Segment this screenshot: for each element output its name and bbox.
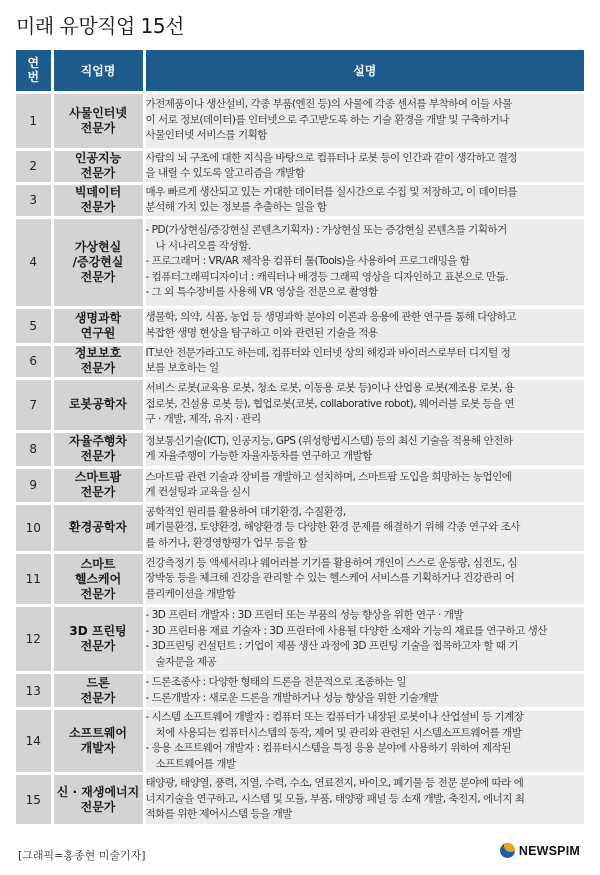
description-line: 분석해 가치 있는 정보를 추출하는 일을 함: [145, 201, 327, 213]
job-name-line: 사물인터넷: [69, 105, 127, 120]
job-name-line: 3D 프린팅: [69, 624, 127, 638]
description-line: 가전제품이나 생산설비, 각종 부품(엔진 등)의 사물에 각종 센서를 부착하여 이들 사물: [145, 98, 512, 111]
table-row: [16, 774, 584, 826]
table-row: [16, 92, 584, 149]
header-job-name: 직업명: [52, 50, 144, 92]
description-line: 태양광, 태양열, 풍력, 지열, 수력, 수소, 연료전지, 바이오, 폐기물 등 전문 분야에 따라 에: [145, 777, 524, 790]
table-header-row: [16, 50, 584, 92]
description-line: 서비스 로봇(교육용 로봇, 청소 로봇, 이동용 로봇 등)이나 산업용 로봇(제조용 로봇, 용: [145, 382, 515, 395]
table-body: [16, 92, 584, 826]
brand: [500, 843, 580, 858]
job-name-line: 스마트팜: [74, 470, 122, 484]
job-name: [52, 92, 144, 149]
description-line: 소프트웨어를 개발: [155, 757, 236, 770]
job-name-line: 환경공학자: [69, 520, 127, 535]
graphic-credit: [그래픽=홍종현 미술기자]: [18, 849, 146, 862]
job-description: [144, 709, 584, 774]
job-name-line: 가상현실: [74, 239, 122, 254]
job-name-line: 전문가: [80, 485, 116, 499]
brand-name: NEWSPIM: [518, 843, 580, 858]
row-number: 5: [16, 307, 52, 344]
job-name-line: 전문가: [80, 361, 116, 375]
job-name-line: 신 · 재생에너지: [56, 784, 140, 799]
description-line: 게 자율주행이 가능한 자율자동차를 연구하고 개발함: [145, 450, 372, 462]
job-name-line: 생명과학: [74, 310, 122, 325]
jobs-table: [16, 50, 584, 827]
table-row: [16, 503, 584, 553]
job-description: [144, 92, 584, 149]
job-description: [144, 378, 584, 431]
description-line: 구 · 개발, 제작, 유지 · 관리: [145, 413, 261, 426]
description-line: 게 컨설팅과 교육을 실시: [145, 486, 251, 498]
row-number: 13: [16, 673, 52, 709]
description-line: - 프로그래머 : VR/AR 제작용 컴퓨터 툴(Tools)을 사용하여 프로그래밍을 함: [145, 255, 470, 268]
description-line: 를 하거나, 환경영향평가 업무 등을 함: [145, 536, 308, 549]
table-row: [16, 217, 584, 307]
job-name-line: 전문가: [80, 799, 116, 814]
description-line: 치에 사용되는 컴퓨터시스템의 동작, 제어 및 관리와 관련된 시스템소프트웨어를 개발: [155, 726, 522, 739]
description-line: 매우 빠르게 생산되고 있는 거대한 데이터를 실시간으로 수집 및 저장하고, 이 데이터를: [145, 185, 518, 198]
job-name: [52, 503, 144, 553]
job-description: [144, 553, 584, 606]
job-name-line: 헬스케어: [74, 571, 122, 586]
table-row: [16, 344, 584, 378]
job-name-line: 드론: [86, 675, 110, 690]
job-name: [52, 553, 144, 606]
row-number: 4: [16, 217, 52, 307]
description-line: - 드론조종사 : 다양한 형태의 드론을 전문적으로 조종하는 일: [145, 676, 406, 688]
description-line: 폐기물환경, 토양환경, 해양환경 등 다양한 환경 문제를 해결하기 위해 각종 연구와 조사: [145, 521, 520, 533]
job-description: [144, 503, 584, 553]
job-name-line: 전문가: [80, 639, 116, 653]
job-description: [144, 149, 584, 183]
job-name-line: 연구원: [80, 325, 116, 340]
job-name: [52, 217, 144, 307]
row-number: 15: [16, 774, 52, 826]
row-number: 2: [16, 149, 52, 183]
job-name: [52, 307, 144, 344]
job-name-line: /증강현실: [72, 254, 124, 269]
page-title: 미래 유망직업 15선: [16, 14, 184, 38]
row-number: 6: [16, 344, 52, 378]
job-name: [52, 709, 144, 774]
row-number: 14: [16, 709, 52, 774]
job-name: [52, 149, 144, 183]
description-line: 사물인터넷 서비스를 기획함: [145, 129, 267, 142]
row-number: 3: [16, 183, 52, 217]
description-line: 플리케이션을 개발함: [145, 587, 236, 600]
description-line: - 드론개발자 : 새로운 드론을 개발하거나 성능 향상을 위한 기술개발: [145, 691, 438, 704]
job-name-line: 전문가: [80, 120, 116, 135]
job-description: [144, 217, 584, 307]
description-line: - 시스템 소프트웨어 개발자 : 컴퓨터 또는 컴퓨터가 내장된 로봇이나 산업설비 등 기계장: [145, 711, 524, 723]
job-name: [52, 774, 144, 826]
job-name-line: 전문가: [80, 449, 116, 463]
description-line: 접로봇, 건설용 로봇 등), 협업로봇(코봇, collaborative robot), 웨어러블 로봇 등을 연: [145, 397, 515, 410]
row-number: 8: [16, 431, 52, 467]
description-line: 나 시나리오를 작성함.: [155, 239, 251, 252]
row-number: 11: [16, 553, 52, 606]
job-name-line: 정보보호: [74, 346, 122, 360]
description-line: - PD(가상현실/증강현실 콘텐츠기획자) : 가상현실 또는 증강현실 콘텐츠를 기획하거: [145, 224, 507, 237]
description-line: IT보안 전문가라고도 하는데, 컴퓨터와 인터넷 상의 해킹과 바이러스로부터 디지털 정: [145, 346, 511, 359]
job-name-line: 자율주행차: [69, 434, 127, 448]
description-line: - 3D 프린터용 재료 기술자 : 3D 프린터에 사용될 다양한 소재와 기능의 재료를 연구하고 생산: [145, 624, 547, 637]
job-description: [144, 467, 584, 503]
description-line: 건강측정기 등 액세서리나 웨어러블 기기를 활용하여 개인이 스스로 운동량, 심전도, 심: [145, 556, 518, 569]
description-line: - 응용 소프트웨어 개발자 : 컴퓨터시스템을 특정 응용 분야에 사용하기 위하여 제작된: [145, 742, 511, 754]
description-line: 스마트팜 관련 기술과 장비를 개발하고 설치하며, 스마트팜 도입을 희망하는 농업인에: [145, 470, 512, 483]
description-line: 이 서로 정보(데이터)를 인터넷으로 주고받도록 하는 기술 환경을 개발 및 구축하거나: [145, 113, 509, 126]
job-name: [52, 378, 144, 431]
job-name: [52, 344, 144, 378]
table-row: [16, 183, 584, 217]
job-name: [52, 467, 144, 503]
header-description: 설명: [144, 50, 584, 92]
job-description: [144, 344, 584, 378]
job-name-line: 전문가: [80, 200, 116, 214]
description-line: 너지기술을 연구하고, 시스템 및 모듈, 부품, 태양광 패널 등 소재 개발, 축전지, 에너지 최: [145, 792, 525, 805]
description-line: - 그 외 특수장비를 사용해 VR 영상을 전문으로 촬영함: [145, 286, 378, 299]
job-name-line: 개발자: [80, 741, 116, 755]
job-description: [144, 183, 584, 217]
job-name: [52, 606, 144, 673]
job-name-line: 로봇공학자: [69, 397, 127, 411]
description-line: 장박동 등을 체크해 건강을 관리할 수 있는 헬스케어 서비스를 기획하거나 건강관리 어: [145, 572, 515, 585]
job-name-line: 소프트웨어: [69, 726, 127, 740]
description-line: 공학적인 원리를 활용하여 대기환경, 수질환경,: [145, 505, 346, 518]
table-row: [16, 467, 584, 503]
row-number: 12: [16, 606, 52, 673]
job-description: [144, 774, 584, 826]
table-row: [16, 431, 584, 467]
job-description: [144, 307, 584, 344]
table-row: [16, 553, 584, 606]
description-line: 생물학, 의약, 식품, 농업 등 생명과학 분야의 이론과 응용에 관한 연구를 통해 다양하고: [145, 311, 516, 323]
table-row: [16, 709, 584, 774]
job-name-line: 인공지능: [74, 151, 122, 165]
row-number: 9: [16, 467, 52, 503]
header-number: 연 번: [16, 50, 52, 92]
description-line: 보를 보호하는 일: [145, 362, 219, 374]
row-number: 10: [16, 503, 52, 553]
job-name-line: 전문가: [80, 586, 116, 601]
table-row: [16, 673, 584, 709]
job-name-line: 전문가: [80, 166, 116, 180]
description-line: 정보통신기술(ICT), 인공지능, GPS (위성항법시스템) 등의 최신 기술을 적용해 안전하: [145, 434, 513, 447]
table-row: [16, 307, 584, 344]
description-line: - 3D 프린터 개발자 : 3D 프린터 또는 부품의 성능 향상을 위한 연구 · 개발: [145, 609, 463, 621]
job-name-line: 전문가: [80, 269, 116, 284]
description-line: 복잡한 생명 현상을 탐구하고 이와 관련된 기술을 적용: [145, 326, 378, 339]
row-number: 1: [16, 92, 52, 149]
table-row: [16, 378, 584, 431]
table-row: [16, 149, 584, 183]
job-name: [52, 183, 144, 217]
job-name: [52, 673, 144, 709]
job-name-line: 스마트: [80, 556, 116, 571]
description-line: 술자문을 제공: [155, 655, 217, 668]
job-description: [144, 606, 584, 673]
job-name: [52, 431, 144, 467]
description-line: - 컴퓨터그래픽디자이너 : 캐릭터나 배경등 그래픽 영상을 디자인하고 표본으로 만듦.: [145, 270, 509, 283]
description-line: 적화를 위한 제어시스템 등을 개발: [145, 808, 292, 821]
description-line: 을 내릴 수 있도록 알고리즘을 개발함: [145, 167, 305, 179]
description-line: 사람의 뇌 구조에 대한 지식을 바탕으로 컴퓨터나 로봇 등이 인간과 같이 생각하고 결정: [145, 151, 518, 164]
description-line: - 3D프린팅 컨설턴트 : 기업이 제품 생산 과정에 3D 프린팅 기술을 접목하고자 할 때 기: [145, 640, 519, 652]
job-description: [144, 431, 584, 467]
row-number: 7: [16, 378, 52, 431]
table-row: [16, 606, 584, 673]
job-name-line: 전문가: [80, 690, 116, 705]
newspim-logo-icon: [500, 843, 515, 858]
job-name-line: 빅데이터: [74, 185, 122, 199]
job-description: [144, 673, 584, 709]
